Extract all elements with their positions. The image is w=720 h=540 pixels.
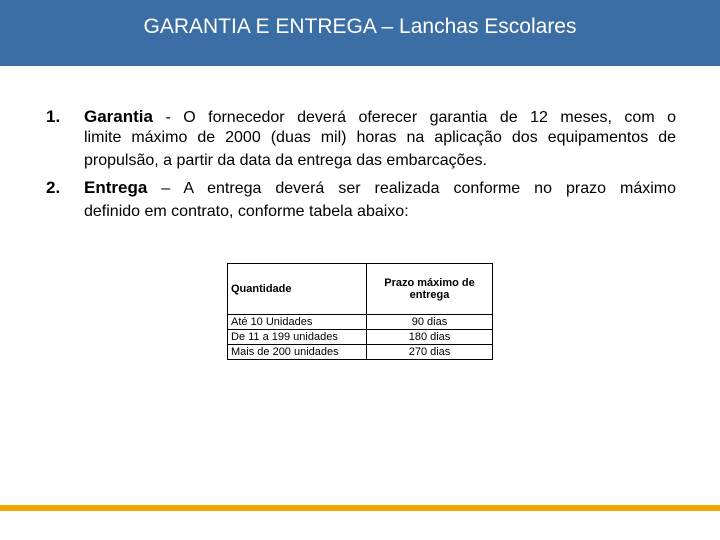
item-2-text-1: A entrega deverá ser realizada conforme no prazo máximo: [183, 180, 677, 197]
table-cell-quantity: Até 10 Unidades: [228, 315, 367, 330]
table-row: [228, 315, 493, 330]
item-number-2: 2.: [46, 178, 61, 197]
table-row: [228, 345, 493, 360]
item-1-text-2: limite máximo de 2000 (duas mil) horas na aplicação dos equipamentos de: [84, 129, 676, 146]
item-2-line-2: [84, 203, 676, 221]
page-title: GARANTIA E ENTREGA – Lanchas Escolares: [143, 15, 577, 38]
table-cell-quantity: Mais de 200 unidades: [228, 345, 367, 360]
item-1-separator: -: [152, 109, 184, 126]
item-1-text-3: propulsão, a partir da data da entrega das embarcações.: [84, 152, 487, 169]
table-cell-quantity: De 11 a 199 unidades: [228, 330, 367, 345]
item-2-line-1: [84, 178, 676, 198]
table-row: [228, 330, 493, 345]
table-cell-deadline: 180 dias: [367, 330, 493, 345]
table-cell-deadline: 270 dias: [367, 345, 493, 360]
item-2-keyword: Entrega: [84, 178, 148, 197]
item-number-1: 1.: [46, 107, 61, 126]
table-header-row: [228, 264, 493, 315]
item-1-text-1: O fornecedor deverá oferecer garantia de 12 meses, com o: [183, 109, 677, 126]
item-1-line-1: [84, 107, 676, 127]
item-2-text-2: definido em contrato, conforme tabela abaixo:: [84, 203, 409, 220]
item-2-separator: –: [147, 180, 184, 197]
table-cell-deadline: 90 dias: [367, 315, 493, 330]
item-1-line-2: [84, 129, 676, 147]
bottom-accent-bar: [0, 505, 720, 511]
title-bar: [0, 0, 720, 66]
item-1-line-3: [84, 152, 676, 170]
item-1-keyword: Garantia: [84, 107, 153, 126]
table-header-deadline: Prazo máximo de entrega: [367, 264, 493, 315]
delivery-table: [227, 263, 493, 360]
table-header-quantity: Quantidade: [228, 264, 367, 315]
